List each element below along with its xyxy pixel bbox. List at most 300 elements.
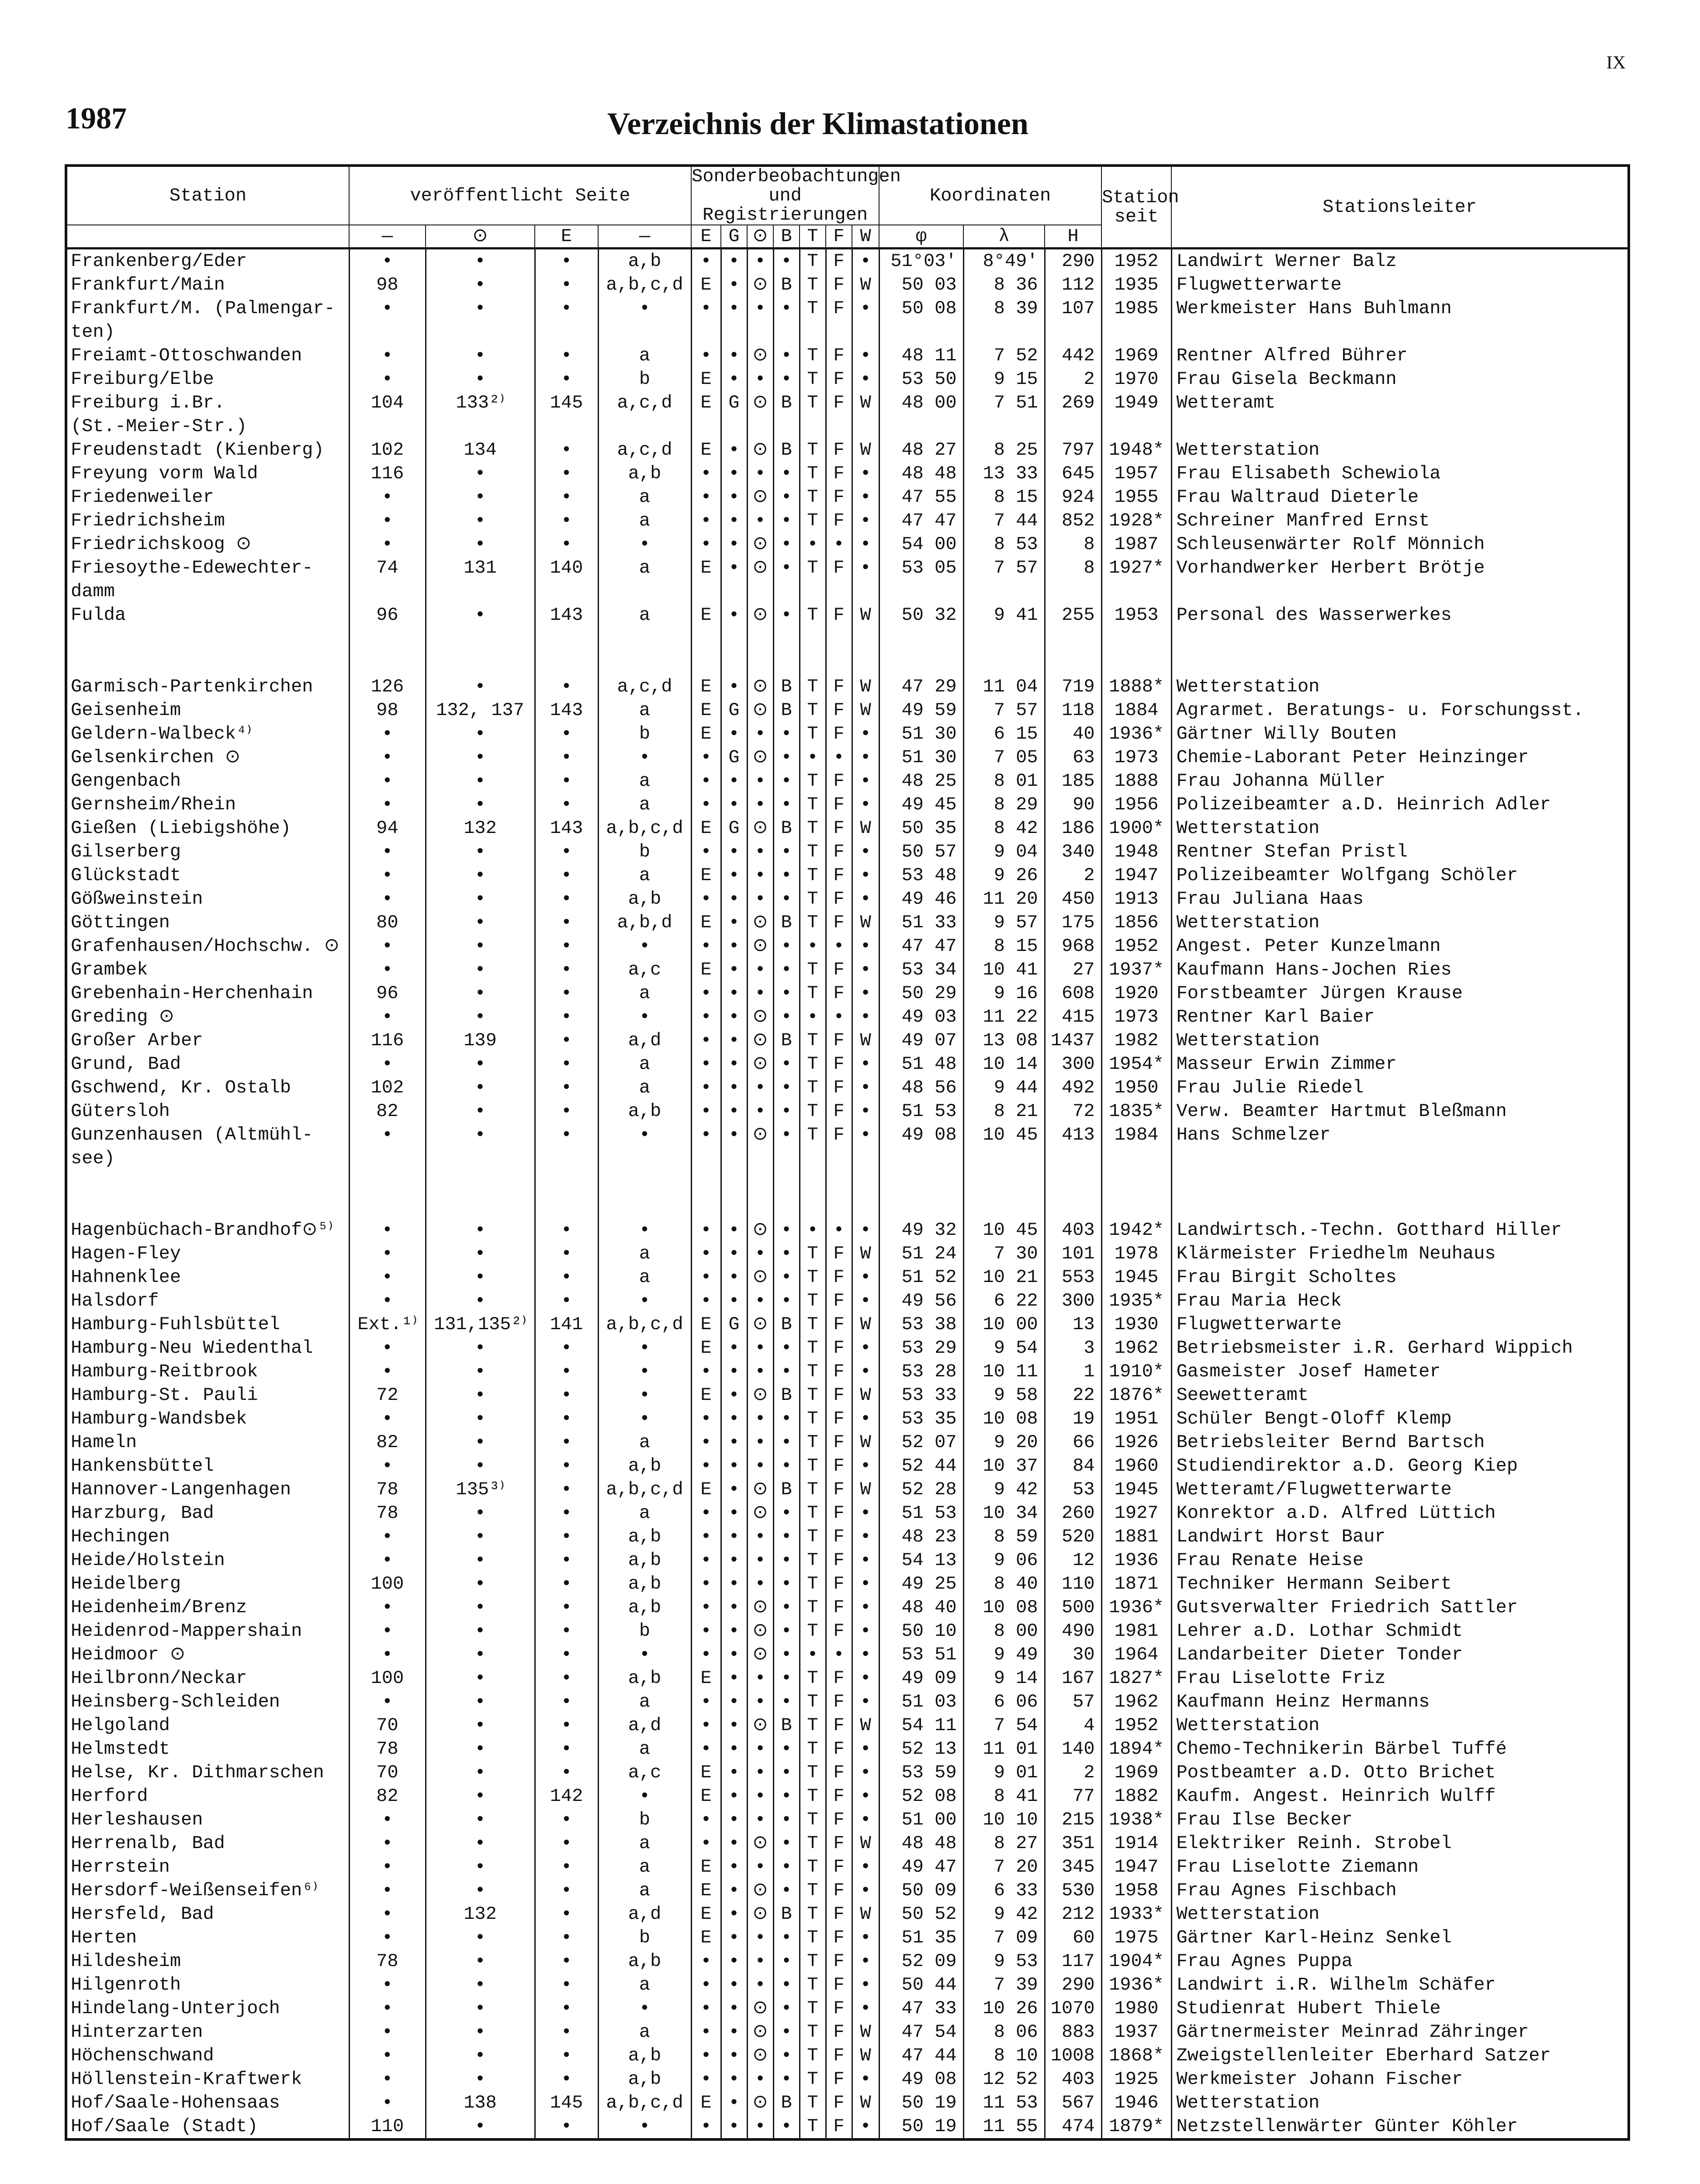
station-name: Hamburg-Reitbrook [66, 1360, 349, 1383]
pub-monthly: • [349, 1808, 426, 1832]
station-since: 1973 [1101, 1005, 1171, 1029]
special-g: • [721, 249, 747, 273]
special-b: B [773, 698, 800, 722]
coord-phi: 51 52 [879, 1265, 963, 1289]
special-sun: ⊙ [747, 1052, 773, 1076]
station-leader: Landwirt Horst Baur [1171, 1525, 1629, 1548]
special-g [721, 1147, 747, 1170]
coord-height: 8 [1045, 556, 1101, 580]
pub-sunshine: • [426, 1218, 535, 1242]
special-b: • [773, 1336, 800, 1360]
special-e: • [691, 509, 721, 532]
station-leader: Vorhandwerker Herbert Brötje [1171, 556, 1629, 580]
station-leader: Werkmeister Johann Fischer [1171, 2067, 1629, 2091]
coord-height: 90 [1045, 793, 1101, 816]
pub-sunshine: • [426, 1832, 535, 1855]
special-w: • [852, 249, 879, 273]
special-t: T [800, 1242, 826, 1265]
pub-e [535, 1147, 598, 1170]
special-sun: • [747, 1973, 773, 1997]
pub-sunshine: • [426, 958, 535, 981]
special-b: • [773, 367, 800, 391]
station-since: 1955 [1101, 485, 1171, 509]
special-e: • [691, 1997, 721, 2020]
table-row [66, 1005, 1629, 1029]
special-sun: • [747, 1407, 773, 1431]
special-g: • [721, 1407, 747, 1431]
station-leader: Betriebsleiter Bernd Bartsch [1171, 1431, 1629, 1454]
special-t: T [800, 769, 826, 793]
pub-other: a [598, 556, 691, 580]
pub-other: a,b,c,d [598, 1478, 691, 1501]
pub-monthly: 98 [349, 273, 426, 297]
special-b: • [773, 1289, 800, 1313]
pub-other: a,b [598, 249, 691, 273]
special-t: T [800, 1784, 826, 1808]
header-coord-phi: φ [879, 225, 963, 249]
special-w [852, 580, 879, 603]
special-w: W [852, 2091, 879, 2115]
pub-sunshine: • [426, 1997, 535, 2020]
coord-lambda: 8 39 [963, 297, 1045, 320]
pub-sunshine [426, 320, 535, 344]
special-b: • [773, 1619, 800, 1643]
special-w: • [852, 1407, 879, 1431]
station-leader: Wetteramt/Flugwetterwarte [1171, 1478, 1629, 1501]
pub-sunshine: • [426, 934, 535, 958]
coord-height: 77 [1045, 1784, 1101, 1808]
special-b: • [773, 1879, 800, 1902]
special-t: T [800, 1029, 826, 1052]
pub-other: a,b [598, 1572, 691, 1596]
station-leader: Studiendirektor a.D. Georg Kiep [1171, 1454, 1629, 1478]
pub-monthly: • [349, 1902, 426, 1926]
pub-e: • [535, 1572, 598, 1596]
special-f: F [826, 1714, 852, 1737]
pub-sunshine: • [426, 1737, 535, 1761]
station-since: 1935* [1101, 1289, 1171, 1313]
station-since: 1856 [1101, 911, 1171, 934]
coord-height: 852 [1045, 509, 1101, 532]
special-t [800, 1147, 826, 1170]
pub-other [598, 580, 691, 603]
pub-e: • [535, 769, 598, 793]
pub-other: a [598, 1052, 691, 1076]
coord-lambda: 8 36 [963, 273, 1045, 297]
pub-other [598, 415, 691, 438]
coord-height: 118 [1045, 698, 1101, 722]
coord-phi: 47 55 [879, 485, 963, 509]
coord-lambda: 7 30 [963, 1242, 1045, 1265]
station-since: 1964 [1101, 1643, 1171, 1666]
station-since: 1910* [1101, 1360, 1171, 1383]
table-row [66, 1949, 1629, 1973]
special-e: • [691, 297, 721, 320]
pub-e: • [535, 981, 598, 1005]
special-f: • [826, 532, 852, 556]
pub-monthly: 78 [349, 1478, 426, 1501]
coord-height: 351 [1045, 1832, 1101, 1855]
pub-sunshine: • [426, 1619, 535, 1643]
header-coord-lambda: λ [963, 225, 1045, 249]
pub-monthly: • [349, 864, 426, 887]
pub-monthly: 116 [349, 462, 426, 485]
special-b: B [773, 1383, 800, 1407]
pub-e: 145 [535, 391, 598, 415]
coord-lambda: 9 14 [963, 1666, 1045, 1690]
pub-other: a,b [598, 462, 691, 485]
table-row [66, 1336, 1629, 1360]
special-t: T [800, 438, 826, 462]
coord-phi: 49 08 [879, 1123, 963, 1147]
gap-cell [598, 627, 691, 675]
header-station-blank [66, 225, 349, 249]
special-b: • [773, 485, 800, 509]
coord-height: 645 [1045, 462, 1101, 485]
special-g: • [721, 840, 747, 864]
special-sun: • [747, 1336, 773, 1360]
coord-height: 608 [1045, 981, 1101, 1005]
special-b: B [773, 675, 800, 698]
pub-monthly: • [349, 1619, 426, 1643]
coord-lambda: 8 06 [963, 2020, 1045, 2044]
special-sun: ⊙ [747, 1005, 773, 1029]
special-b: • [773, 840, 800, 864]
pub-sunshine: • [426, 1383, 535, 1407]
special-f: F [826, 1572, 852, 1596]
coord-phi: 48 40 [879, 1596, 963, 1619]
pub-monthly: • [349, 2091, 426, 2115]
table-row [66, 367, 1629, 391]
special-b: • [773, 887, 800, 911]
pub-e: • [535, 1879, 598, 1902]
special-t: T [800, 1761, 826, 1784]
special-e: • [691, 2067, 721, 2091]
pub-sunshine: • [426, 1572, 535, 1596]
special-g: G [721, 746, 747, 769]
station-name: Friedrichsheim [66, 509, 349, 532]
coord-height: 883 [1045, 2020, 1101, 2044]
special-t: T [800, 793, 826, 816]
gap-cell [963, 1170, 1045, 1218]
special-b: • [773, 1666, 800, 1690]
special-w: • [852, 1525, 879, 1548]
coord-phi: 51 53 [879, 1501, 963, 1525]
pub-sunshine: • [426, 485, 535, 509]
station-since: 1948 [1101, 840, 1171, 864]
pub-other: • [598, 532, 691, 556]
coord-phi: 51°03' [879, 249, 963, 273]
station-leader: Elektriker Reinh. Strobel [1171, 1832, 1629, 1855]
station-since: 1945 [1101, 1265, 1171, 1289]
special-b: B [773, 391, 800, 415]
coord-height: 450 [1045, 887, 1101, 911]
special-w: • [852, 1784, 879, 1808]
station-since: 1935 [1101, 273, 1171, 297]
station-name: Geldern-Walbeck⁴⁾ [66, 722, 349, 746]
coord-lambda: 7 57 [963, 698, 1045, 722]
special-g: • [721, 911, 747, 934]
coord-height: 300 [1045, 1052, 1101, 1076]
special-sun: ⊙ [747, 1123, 773, 1147]
pub-e [535, 415, 598, 438]
station-since: 1936 [1101, 1548, 1171, 1572]
coord-phi: 48 48 [879, 462, 963, 485]
special-e: • [691, 1360, 721, 1383]
special-f: F [826, 769, 852, 793]
header-pub-other: — [598, 225, 691, 249]
special-e: • [691, 769, 721, 793]
special-t: T [800, 1336, 826, 1360]
special-sun: • [747, 1737, 773, 1761]
special-e: • [691, 1005, 721, 1029]
special-g: • [721, 485, 747, 509]
header-pub-sunshine: ⊙ [426, 225, 535, 249]
gap-cell [879, 627, 963, 675]
gap-cell [852, 627, 879, 675]
pub-sunshine: • [426, 2115, 535, 2139]
special-b: B [773, 1902, 800, 1926]
pub-sunshine: 135³⁾ [426, 1478, 535, 1501]
special-f: F [826, 1360, 852, 1383]
coord-height: 567 [1045, 2091, 1101, 2115]
table-row [66, 2115, 1629, 2139]
special-e: • [691, 1454, 721, 1478]
special-sun: • [747, 2067, 773, 2091]
coord-phi: 49 46 [879, 887, 963, 911]
special-f: F [826, 1029, 852, 1052]
special-sun: • [747, 1525, 773, 1548]
coord-phi: 47 44 [879, 2044, 963, 2067]
special-f: • [826, 1643, 852, 1666]
coord-phi: 53 29 [879, 1336, 963, 1360]
station-since: 1947 [1101, 864, 1171, 887]
table-row [66, 1029, 1629, 1052]
station-name: Garmisch-Partenkirchen [66, 675, 349, 698]
special-g: • [721, 1997, 747, 2020]
station-name: Höllenstein-Kraftwerk [66, 2067, 349, 2091]
special-w: • [852, 1855, 879, 1879]
coord-lambda: 8 41 [963, 1784, 1045, 1808]
special-b: • [773, 1784, 800, 1808]
special-e: • [691, 1029, 721, 1052]
coord-lambda: 11 55 [963, 2115, 1045, 2139]
special-sun: • [747, 249, 773, 273]
coord-phi: 49 45 [879, 793, 963, 816]
special-b: B [773, 1313, 800, 1336]
pub-other: a,b,c,d [598, 2091, 691, 2115]
special-b: B [773, 438, 800, 462]
coord-height: 13 [1045, 1313, 1101, 1336]
pub-sunshine: • [426, 981, 535, 1005]
table-row [66, 1289, 1629, 1313]
gap-cell [535, 1170, 598, 1218]
pub-sunshine: • [426, 297, 535, 320]
station-name: Halsdorf [66, 1289, 349, 1313]
special-g: • [721, 1855, 747, 1879]
special-sun: ⊙ [747, 391, 773, 415]
special-g: • [721, 981, 747, 1005]
pub-e: • [535, 1099, 598, 1123]
station-name: Frankfurt/M. (Palmengar- [66, 297, 349, 320]
table-row-continuation [66, 320, 1629, 344]
station-since: 1945 [1101, 1478, 1171, 1501]
special-w: W [852, 1383, 879, 1407]
pub-other: • [598, 1784, 691, 1808]
special-f: F [826, 1052, 852, 1076]
special-g: • [721, 1973, 747, 1997]
station-name: Freudenstadt (Kienberg) [66, 438, 349, 462]
table-row [66, 816, 1629, 840]
special-g: G [721, 698, 747, 722]
coord-height: 27 [1045, 958, 1101, 981]
special-f [826, 320, 852, 344]
table-row [66, 1761, 1629, 1784]
pub-sunshine: • [426, 1242, 535, 1265]
coord-phi: 51 48 [879, 1052, 963, 1076]
station-leader: Polizeibeamter Wolfgang Schöler [1171, 864, 1629, 887]
coord-height: 719 [1045, 675, 1101, 698]
station-since: 1973 [1101, 746, 1171, 769]
special-g: • [721, 1383, 747, 1407]
special-w: W [852, 698, 879, 722]
pub-e: • [535, 1808, 598, 1832]
station-since: 1868* [1101, 2044, 1171, 2067]
header-station-since: Station seit [1101, 166, 1171, 249]
special-g: • [721, 1478, 747, 1501]
station-name: Herrenalb, Bad [66, 1832, 349, 1855]
coord-phi: 47 29 [879, 675, 963, 698]
coord-phi: 53 35 [879, 1407, 963, 1431]
table-row [66, 698, 1629, 722]
special-sun: • [747, 1431, 773, 1454]
pub-monthly: • [349, 1454, 426, 1478]
station-leader: Seewetteramt [1171, 1383, 1629, 1407]
station-name: Gernsheim/Rhein [66, 793, 349, 816]
station-name: Heidmoor ⊙ [66, 1643, 349, 1666]
special-w: W [852, 2044, 879, 2067]
table-row [66, 532, 1629, 556]
pub-other: b [598, 722, 691, 746]
station-since: 1937 [1101, 2020, 1171, 2044]
pub-e: 143 [535, 698, 598, 722]
pub-other: a [598, 485, 691, 509]
special-g [721, 415, 747, 438]
gap-cell [1171, 627, 1629, 675]
pub-sunshine: • [426, 1643, 535, 1666]
gap-cell [598, 1170, 691, 1218]
special-e: E [691, 816, 721, 840]
special-g: • [721, 769, 747, 793]
special-sun: ⊙ [747, 1501, 773, 1525]
pub-sunshine: • [426, 249, 535, 273]
pub-monthly: 94 [349, 816, 426, 840]
special-b: B [773, 1478, 800, 1501]
pub-monthly: 74 [349, 556, 426, 580]
coord-lambda: 7 54 [963, 1714, 1045, 1737]
special-t: T [800, 1902, 826, 1926]
station-leader: Frau Johanna Müller [1171, 769, 1629, 793]
table-row-continuation [66, 415, 1629, 438]
header-coordinates: Koordinaten [879, 166, 1101, 225]
station-leader: Lehrer a.D. Lothar Schmidt [1171, 1619, 1629, 1643]
coord-height: 40 [1045, 722, 1101, 746]
station-since [1101, 580, 1171, 603]
special-w: • [852, 1879, 879, 1902]
pub-other: a [598, 1076, 691, 1099]
coord-lambda: 10 45 [963, 1123, 1045, 1147]
special-g: • [721, 1052, 747, 1076]
coord-phi [879, 1147, 963, 1170]
special-t: T [800, 1572, 826, 1596]
pub-sunshine: • [426, 1808, 535, 1832]
coord-height: 968 [1045, 934, 1101, 958]
pub-other: a,b [598, 1525, 691, 1548]
special-e: • [691, 1949, 721, 1973]
pub-monthly: • [349, 1525, 426, 1548]
coord-phi: 49 32 [879, 1218, 963, 1242]
special-b: • [773, 1242, 800, 1265]
station-name: Frankenberg/Eder [66, 249, 349, 273]
station-leader: Schüler Bengt-Oloff Klemp [1171, 1407, 1629, 1431]
gap-cell [721, 627, 747, 675]
gap-cell [1171, 1170, 1629, 1218]
special-f: F [826, 1832, 852, 1855]
coord-height: 53 [1045, 1478, 1101, 1501]
pub-other: a [598, 769, 691, 793]
station-leader: Frau Ilse Becker [1171, 1808, 1629, 1832]
pub-e: • [535, 1265, 598, 1289]
coord-lambda: 7 05 [963, 746, 1045, 769]
table-row [66, 1454, 1629, 1478]
pub-other: • [598, 746, 691, 769]
special-f [826, 1147, 852, 1170]
station-since [1101, 415, 1171, 438]
pub-e: • [535, 1218, 598, 1242]
station-leader: Techniker Hermann Seibert [1171, 1572, 1629, 1596]
special-b: • [773, 934, 800, 958]
pub-sunshine: • [426, 2067, 535, 2091]
special-t: T [800, 1997, 826, 2020]
special-sun: ⊙ [747, 675, 773, 698]
special-w: • [852, 344, 879, 367]
special-g: • [721, 532, 747, 556]
pub-other: • [598, 1643, 691, 1666]
special-w: • [852, 462, 879, 485]
station-name: Helgoland [66, 1714, 349, 1737]
coord-lambda: 10 08 [963, 1407, 1045, 1431]
special-e: E [691, 2091, 721, 2115]
special-f [826, 580, 852, 603]
gap-cell [1101, 627, 1171, 675]
coord-phi: 48 23 [879, 1525, 963, 1548]
station-name: see) [66, 1147, 349, 1170]
station-name: Hagenbüchach-Brandhof⊙⁵⁾ [66, 1218, 349, 1242]
special-b: • [773, 769, 800, 793]
special-b: • [773, 1926, 800, 1949]
section-gap [66, 627, 1629, 675]
special-w: W [852, 391, 879, 415]
table-row [66, 1902, 1629, 1926]
pub-other: a,b [598, 1454, 691, 1478]
station-leader: Wetterstation [1171, 1714, 1629, 1737]
special-f: F [826, 1407, 852, 1431]
special-f: • [826, 1218, 852, 1242]
pub-other: b [598, 840, 691, 864]
special-t: T [800, 462, 826, 485]
station-name: Friedenweiler [66, 485, 349, 509]
special-b: • [773, 864, 800, 887]
